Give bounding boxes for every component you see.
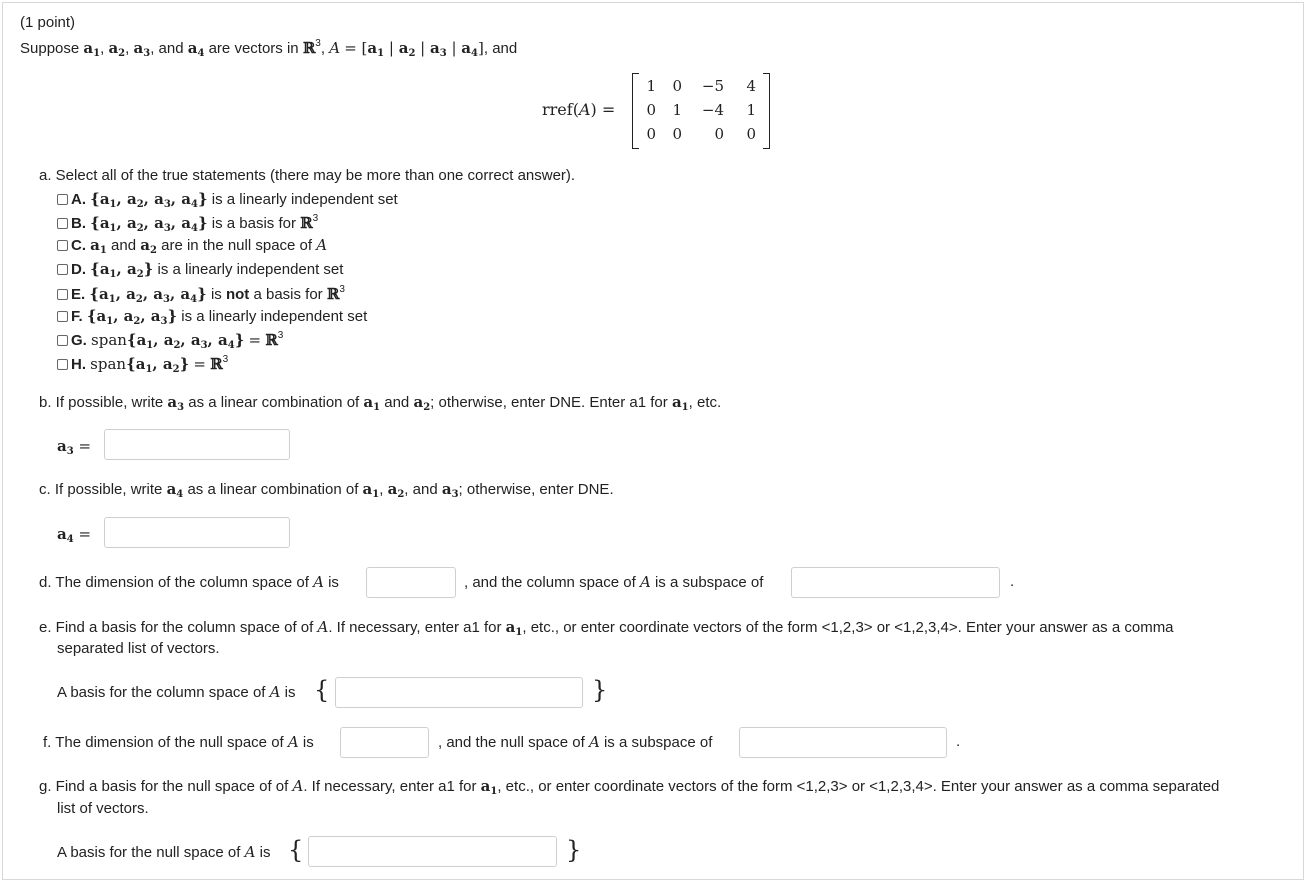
option-g[interactable]: G. $span\{a_1$, $a_2$, $a_3$, $a_4$} = ℝ$^3$: [57, 330, 283, 351]
matrix-cell: −5: [701, 77, 724, 95]
matrix-cell: 0: [672, 77, 682, 95]
matrix-cell: 1: [646, 77, 656, 95]
null-space-subspace-input[interactable]: [739, 727, 947, 758]
option-h[interactable]: H. $span\{a_1$, $a_2$} = ℝ$^3$: [57, 354, 228, 375]
period: .: [956, 733, 961, 750]
matrix-cell: 0: [746, 125, 756, 143]
open-brace: {: [288, 836, 304, 864]
problem-intro: Suppose $a_1$, $a_2$, $a_3$, and $a_4$ are vectors in ℝ$^3$, $A = [a_1$ | $a_2$ | $a_3$ | $a_4$], and: [20, 38, 518, 59]
part-b-prompt: b. If possible, write $a_3$ as a linear combination of $a_1$ and $a_2$; otherwise, enter DNE. Enter a1 for $a_1$, etc.: [39, 393, 722, 413]
part-e-prompt: e. Find a basis for the column space of of A. If necessary, enter a1 for $a_1$, etc., or enter coordinate vectors of the form <1,2,3> or <1,2,3,4>. Enter your answer as a comma: [39, 618, 1174, 638]
option-c[interactable]: C. $a_1$ and $a_2$ are in the null space of A: [57, 236, 327, 256]
option-b-checkbox[interactable]: [57, 218, 68, 229]
rref-label: rref(A) =: [542, 100, 616, 119]
option-f-checkbox[interactable]: [57, 311, 68, 322]
part-g-prompt: g. Find a basis for the null space of of A. If necessary, enter a1 for $a_1$, etc., or enter coordinate vectors of the form <1,2,3> or <1,2,3,4>. Enter your answer as a comma separated: [39, 777, 1220, 797]
part-e-prompt-line2: separated list of vectors.: [57, 640, 220, 657]
column-space-subspace-input[interactable]: [791, 567, 1000, 598]
matrix-cell: 1: [746, 101, 756, 119]
matrix-cell: 0: [714, 125, 724, 143]
part-f-text2: , and the null space of A is a subspace of: [438, 733, 713, 751]
open-brace: {: [314, 676, 330, 704]
option-a[interactable]: A. {$a_1$, $a_2$, $a_3$, $a_4$} is a linearly independent set: [57, 190, 398, 210]
null-space-dimension-input[interactable]: [340, 727, 429, 758]
option-d-checkbox[interactable]: [57, 264, 68, 275]
part-d-text2: , and the column space of A is a subspace of: [464, 573, 764, 591]
a4-combination-input[interactable]: [104, 517, 290, 548]
matrix-cell: 0: [646, 125, 656, 143]
matrix-cell: 4: [746, 77, 756, 95]
option-e-checkbox[interactable]: [57, 289, 68, 300]
option-a-checkbox[interactable]: [57, 194, 68, 205]
option-h-checkbox[interactable]: [57, 359, 68, 370]
matrix-cell: 1: [672, 101, 682, 119]
null-space-basis-input[interactable]: [308, 836, 557, 867]
option-g-checkbox[interactable]: [57, 335, 68, 346]
option-c-checkbox[interactable]: [57, 240, 68, 251]
column-basis-label: A basis for the column space of A is: [57, 683, 296, 701]
matrix-cell: 0: [672, 125, 682, 143]
points-label: (1 point): [20, 14, 76, 31]
part-g-prompt-line2: list of vectors.: [57, 800, 149, 817]
null-basis-label: A basis for the null space of A is: [57, 843, 271, 861]
rref-matrix: [632, 73, 770, 147]
option-f[interactable]: F. {$a_1$, $a_2$, $a_3$} is a linearly independent set: [57, 307, 367, 327]
period: .: [1010, 573, 1015, 590]
option-d[interactable]: D. {$a_1$, $a_2$} is a linearly independent set: [57, 260, 343, 280]
matrix-cell: −4: [701, 101, 724, 119]
close-brace: }: [566, 836, 582, 864]
part-d-text1: d. The dimension of the column space of A is: [39, 573, 339, 591]
part-c-prompt: c. If possible, write $a_4$ as a linear combination of $a_1$, $a_2$, and $a_3$; otherwise, enter DNE.: [39, 480, 614, 500]
a3-combination-input[interactable]: [104, 429, 290, 460]
part-f-text1: f. The dimension of the null space of A is: [43, 733, 314, 751]
option-e[interactable]: E. {$a_1$, $a_2$, $a_3$, $a_4$} is not a basis for ℝ$^3$: [57, 284, 345, 305]
column-space-dimension-input[interactable]: [366, 567, 456, 598]
matrix-cell: 0: [646, 101, 656, 119]
a3-equals-label: $a_3$ =: [57, 437, 92, 457]
close-brace: }: [592, 676, 608, 704]
part-a-prompt: a. Select all of the true statements (there may be more than one correct answer).: [39, 167, 576, 184]
column-space-basis-input[interactable]: [335, 677, 583, 708]
a4-equals-label: $a_4$ =: [57, 525, 92, 545]
option-b[interactable]: B. {$a_1$, $a_2$, $a_3$, $a_4$} is a basis for ℝ$^3$: [57, 213, 318, 234]
